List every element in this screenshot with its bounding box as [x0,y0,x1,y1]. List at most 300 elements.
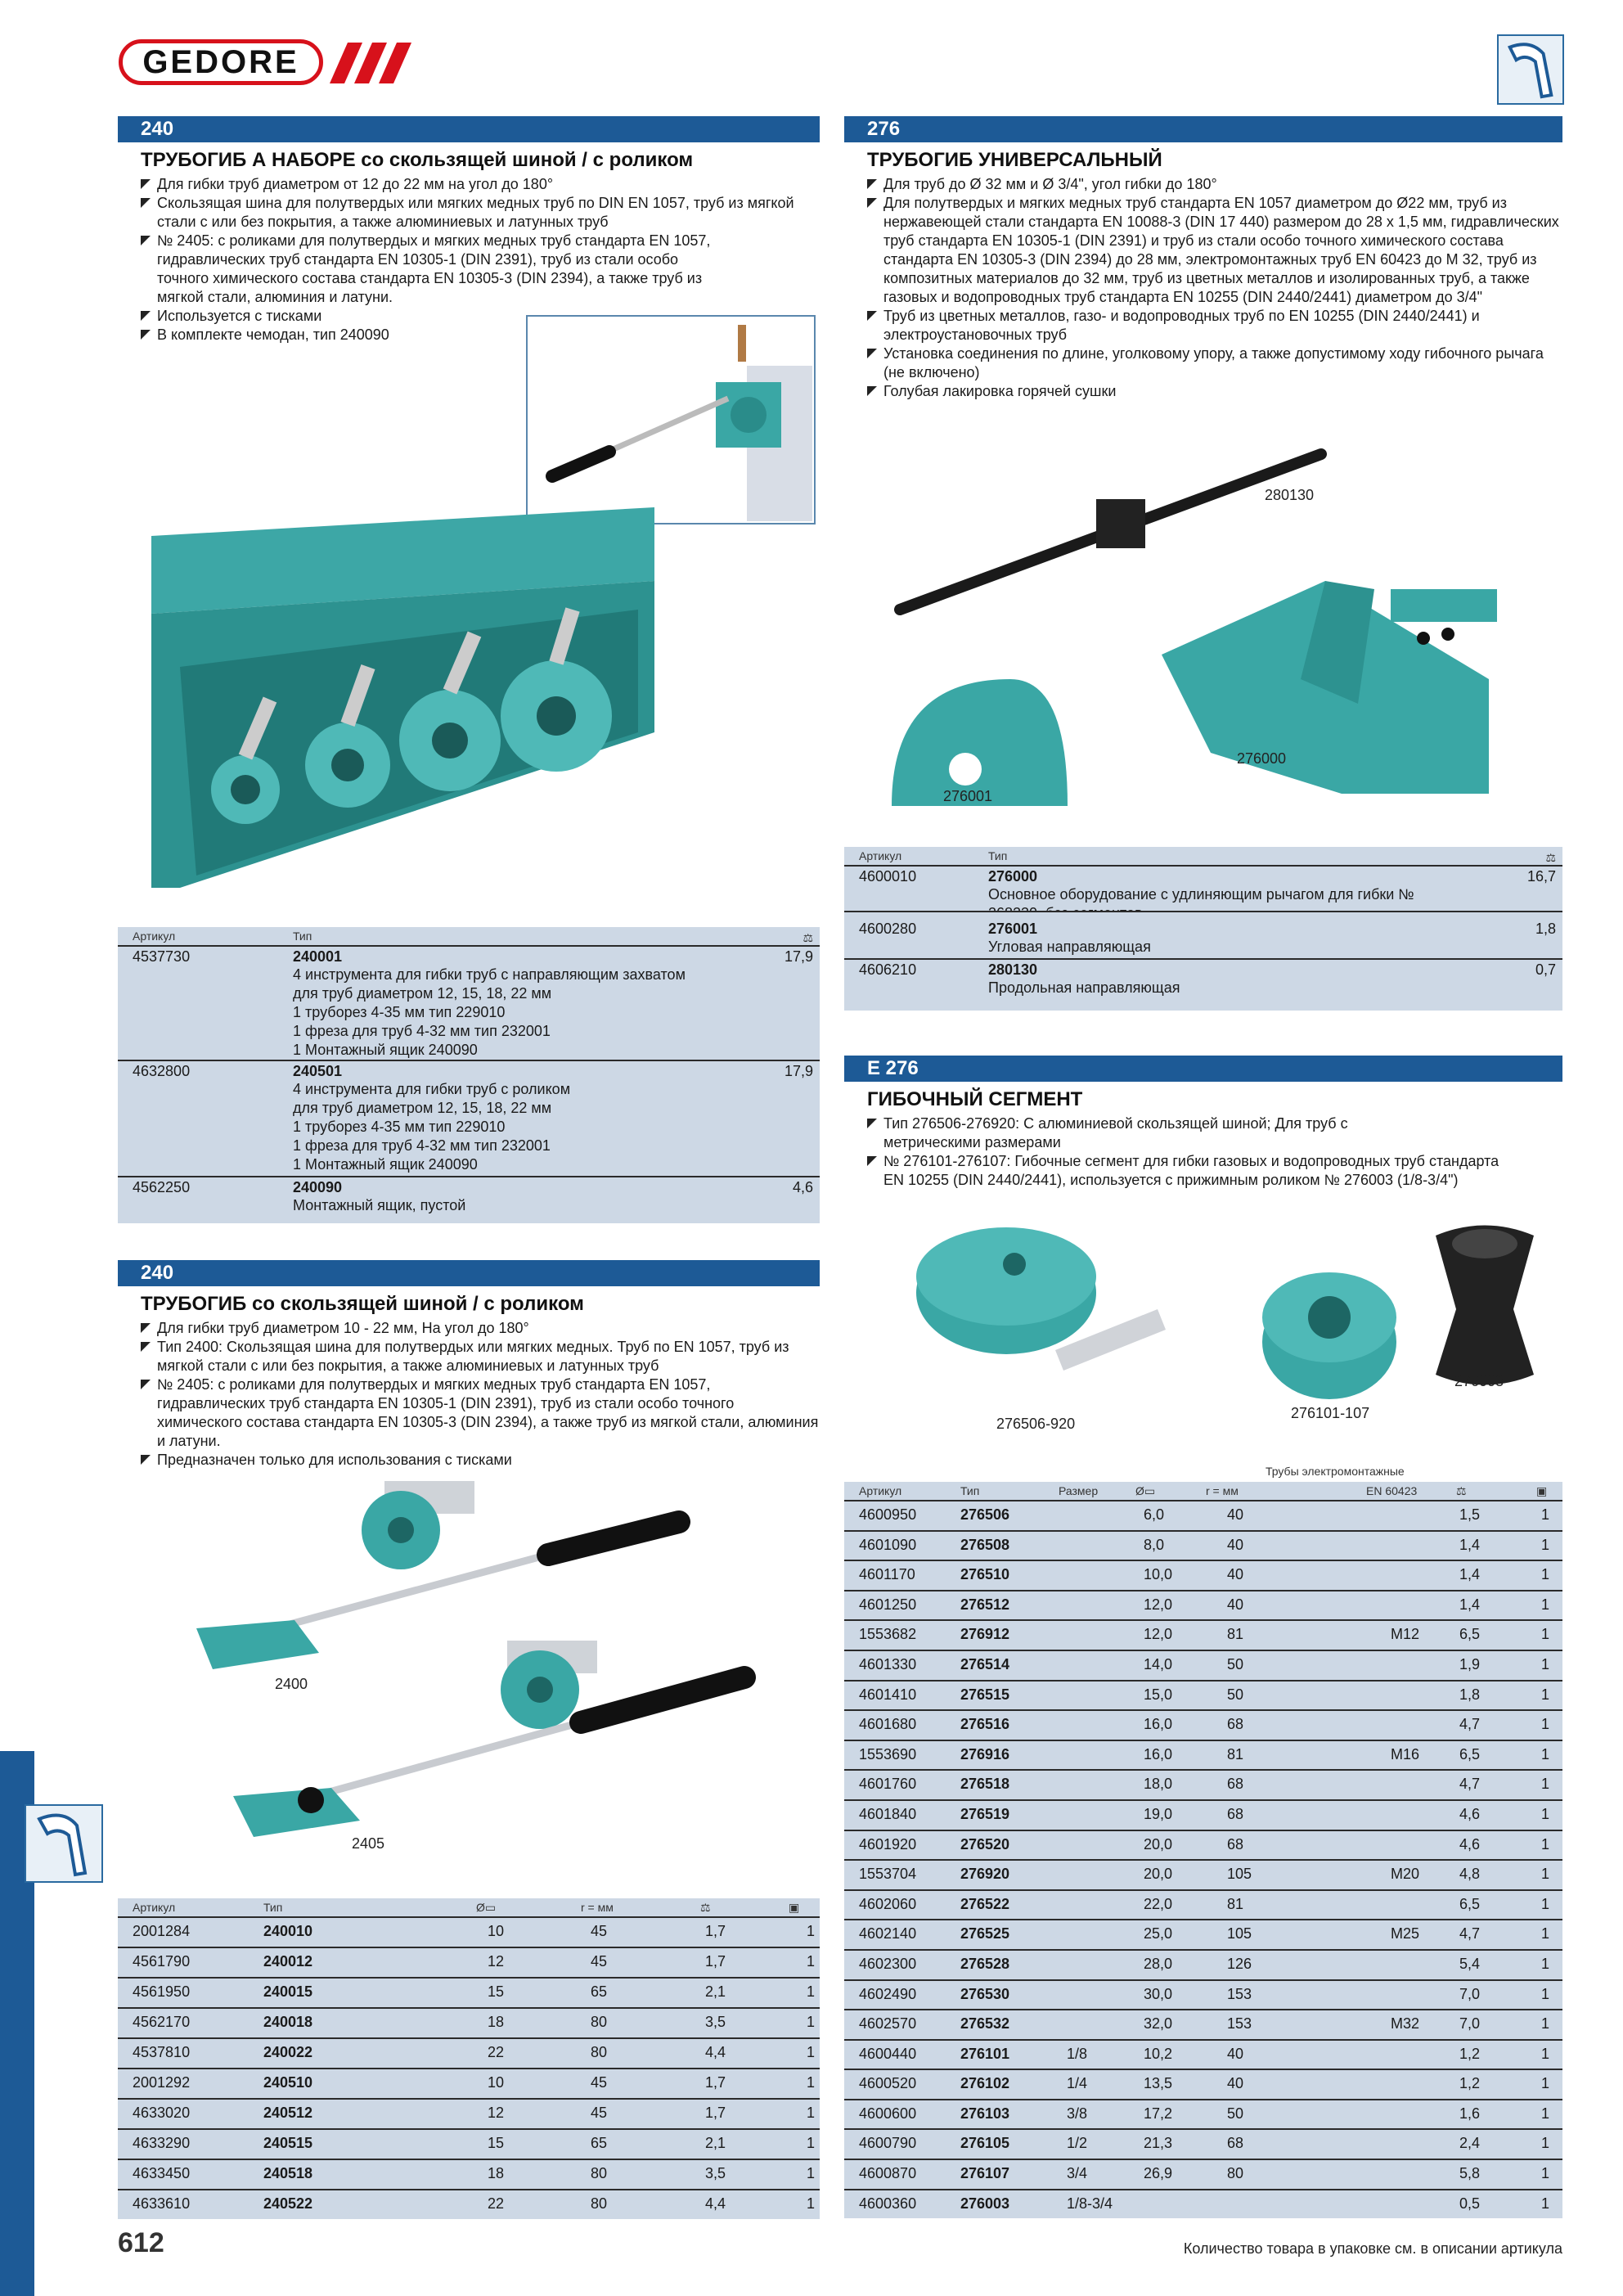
cell-article: 4632800 [133,1063,191,1079]
cell-radius: 50 [1227,2105,1244,2122]
bender-inset-photo [526,315,816,524]
bullet-item: Для труб до Ø 32 мм и Ø 3/4", угол гибки до 180° [867,175,1562,194]
cell-diameter: 25,0 [1144,1925,1173,1943]
section-code: 276 [844,116,1562,142]
cell-weight: 6,5 [1459,1745,1481,1763]
cell-pack: 1 [1541,2135,1550,2152]
cell-size: 1/4 [1067,2075,1088,2092]
table-group-header [844,1465,1562,1483]
bullet-list [118,1319,820,1470]
brand-stripes-icon [330,43,411,83]
cell-weight: 1,4 [1459,1596,1481,1613]
cell-weight: 4,8 [1459,1866,1481,1883]
cell-weight: 17,9 [784,1063,813,1079]
cell-weight: 4,7 [1459,1776,1481,1793]
table-row [844,2099,1562,2129]
cell-pack: 1 [1541,1955,1550,1972]
table-row [118,1916,820,1947]
cell-type: 276532 [960,2015,1010,2033]
cell-desc: 1 фреза для труб 4-32 мм тип 232001 [293,1023,551,1039]
cell-article: 4602140 [859,1925,917,1943]
cell-pack: 1 [807,2074,816,2091]
cell-radius: 45 [591,2074,608,2091]
cell-weight: 4,4 [705,2044,726,2060]
section-240-set [118,116,820,344]
cell-type: 276103 [960,2105,1010,2122]
cell-weight: 1,2 [1459,2075,1481,2092]
cell-type: 276510 [960,1566,1010,1583]
cell-pack: 1 [1541,1805,1550,1822]
cell-weight: 5,4 [1459,1955,1481,1972]
cell-pack: 1 [1541,2045,1550,2062]
cell-type: 240001 [293,948,343,965]
label-280130: 280130 [1265,487,1315,503]
cell-type: 276530 [960,1985,1010,2002]
cell-type: 276003 [960,2195,1010,2212]
cell-radius: 40 [1227,2075,1244,2092]
cell-type: 280130 [988,961,1038,978]
cell-article: 4561950 [133,1983,191,2000]
cell-radius: 126 [1227,1955,1252,1972]
cell-size: 1/8 [1067,2045,1088,2062]
cell-desc: 1 Монтажный ящик 240090 [293,1156,478,1173]
cell-article: 4602060 [859,1895,917,1912]
cell-desc: Продольная направляющая [988,979,1180,996]
cell-type: 240515 [263,2135,313,2151]
universal-bender-photo [867,434,1554,818]
cell-size: 1/2 [1067,2135,1088,2152]
table-row [844,2128,1562,2159]
cell-pack: 1 [1541,1835,1550,1853]
table-header [844,847,1562,865]
table-240-set [118,927,820,1223]
cell-radius: 40 [1227,1566,1244,1583]
cell-article: 4537730 [133,948,191,965]
cell-type: 276920 [960,1866,1010,1883]
table-row [844,1560,1562,1590]
cell-type: 276518 [960,1776,1010,1793]
table-row [118,2128,820,2159]
cell-weight: 1,6 [1459,2105,1481,2122]
cell-type: 240522 [263,2195,313,2212]
cell-radius: 50 [1227,1655,1244,1672]
bullet-item: Для гибки труб диаметром 10 - 22 мм, На угол до 180° [141,1319,820,1338]
cell-article: 4601920 [859,1835,917,1853]
section-title: ТРУБОГИБ А НАБОРЕ со скользящей шиной / с роликом [141,149,694,171]
cell-diameter: 14,0 [1144,1655,1173,1672]
cell-size: 1/8-3/4 [1067,2195,1113,2212]
bullet-item: Тип 276506-276920: С алюминиевой скользящей шиной; Для труб с метрическими размерами [867,1114,1562,1152]
table-row [118,2189,820,2219]
label-276000: 276000 [1237,750,1287,767]
cell-radius: 153 [1227,2015,1252,2033]
cell-type: 276102 [960,2075,1010,2092]
cell-diameter: 18,0 [1144,1776,1173,1793]
section-e276 [844,1056,1562,1190]
cell-desc: 1 труборез 4-35 мм тип 229010 [293,1119,506,1135]
label-276101-107: 276101-107 [1291,1405,1370,1421]
table-row [844,1979,1562,2010]
cell-desc: 1 труборез 4-35 мм тип 229010 [293,1004,506,1020]
header-type: Тип [293,930,312,943]
table-row [844,911,1562,958]
bullet-item: Используется с тисками [141,307,820,326]
weight-icon: ⚖ [1545,851,1556,864]
cell-type: 276107 [960,2165,1010,2182]
table-row [844,1830,1562,1860]
cell-pack: 1 [807,2195,816,2212]
cell-article: 4633450 [133,2165,191,2181]
table-row [844,1590,1562,1620]
cell-type: 276912 [960,1626,1010,1643]
cell-article: 4601330 [859,1655,917,1672]
cell-pack: 1 [807,2135,816,2151]
cell-pack: 1 [807,2105,816,2121]
header-en: EN 60423 [1366,1484,1418,1497]
table-row [844,1500,1562,1530]
table-240-single [118,1898,820,2212]
cell-pack: 1 [807,2014,816,2030]
cell-desc: Монтажный ящик, пустой [293,1197,466,1213]
table-row [844,958,1562,1004]
weight-icon: ⚖ [1456,1484,1467,1497]
cell-weight: 2,1 [705,1983,726,2000]
cell-diameter: 15,0 [1144,1686,1173,1703]
table-row [844,1769,1562,1799]
table-row [118,2098,820,2128]
table-row [118,1060,820,1176]
cell-pack: 1 [1541,1925,1550,1943]
table-row [844,1919,1562,1949]
cell-diameter: 13,5 [1144,2075,1173,2092]
cell-weight: 4,7 [1459,1716,1481,1733]
cell-weight: 6,5 [1459,1626,1481,1643]
cell-pack: 1 [1541,1506,1550,1523]
cell-weight: 1,4 [1459,1566,1481,1583]
cell-pack: 1 [1541,2075,1550,2092]
cell-weight: 0,7 [1535,961,1556,978]
table-276 [844,847,1562,1011]
cell-article: 4601250 [859,1596,917,1613]
cell-article: 4601170 [859,1566,915,1583]
cell-weight: 1,5 [1459,1506,1481,1523]
cell-pack: 1 [1541,2165,1550,2182]
cell-type: 276000 [988,868,1038,885]
cell-article: 4562170 [133,2014,191,2030]
table-row [844,2069,1562,2099]
cell-weight: 4,6 [1459,1805,1481,1822]
label-276001: 276001 [943,788,993,804]
cell-radius: 81 [1227,1626,1244,1643]
cell-weight: 6,5 [1459,1895,1481,1912]
bullet-list [844,1114,1562,1190]
cell-weight: 4,6 [792,1179,813,1195]
cell-type: 240512 [263,2105,313,2121]
cell-en: M32 [1391,2015,1420,2033]
section-code: E 276 [844,1056,1562,1082]
header-article: Артикул [133,1901,176,1914]
header-r: r = мм [581,1901,614,1914]
cell-weight: 4,7 [1459,1925,1481,1943]
label-2400: 2400 [275,1676,308,1692]
cell-radius: 81 [1227,1895,1244,1912]
cell-article: 4601090 [859,1536,917,1553]
cell-radius: 105 [1227,1925,1252,1943]
diameter-icon: Ø▭ [1135,1484,1156,1497]
table-row [118,2037,820,2068]
cell-article: 4600010 [859,868,917,885]
footer-note: Количество товара в упаковке см. в описании артикула [1183,2240,1562,2257]
cell-diameter: 15 [488,2135,505,2151]
cell-type: 240015 [263,1983,313,2000]
cell-pack: 1 [1541,1776,1550,1793]
page-number: 612 [118,2227,164,2258]
bullet-item: В комплекте чемодан, тип 240090 [141,326,820,344]
weight-icon: ⚖ [700,1901,711,1914]
cell-weight: 3,5 [705,2165,726,2181]
cell-desc: для труб диаметром 12, 15, 18, 22 мм [293,1100,552,1116]
cell-pack: 1 [807,1983,816,2000]
cell-weight: 0,5 [1459,2195,1481,2212]
cell-pack: 1 [1541,1626,1550,1643]
cell-type: 276525 [960,1925,1010,1943]
weight-icon: ⚖ [803,931,813,944]
section-code: 240 [118,116,820,142]
cell-weight: 1,2 [1459,2045,1481,2062]
cell-en: M16 [1391,1745,1420,1763]
cell-weight: 4,4 [705,2195,726,2212]
bullet-list [844,175,1562,401]
diameter-icon: Ø▭ [476,1901,497,1914]
cell-radius: 40 [1227,2045,1244,2062]
cell-weight: 2,4 [1459,2135,1481,2152]
cell-desc: 4 инструмента для гибки труб с направляющим захватом [293,966,686,983]
table-header [844,1482,1562,1500]
cell-weight: 1,7 [705,2074,726,2091]
cell-pack: 1 [807,1923,816,1939]
cell-weight: 1,7 [705,1923,726,1939]
cell-weight: 5,8 [1459,2165,1481,2182]
cell-desc: 4 инструмента для гибки труб с роликом [293,1081,571,1097]
cell-type: 240518 [263,2165,313,2181]
cell-pack: 1 [1541,1566,1550,1583]
cell-radius: 68 [1227,1835,1244,1853]
cell-diameter: 8,0 [1144,1536,1165,1553]
table-row [844,1619,1562,1650]
cell-radius: 153 [1227,1985,1252,2002]
cell-article: 4600440 [859,2045,917,2062]
cell-article: 1553704 [859,1866,917,1883]
cell-pack: 1 [1541,1745,1550,1763]
cell-type: 276519 [960,1805,1010,1822]
cell-type: 240012 [263,1953,313,1970]
brand-name: GEDORE [142,43,299,80]
table-row [844,1889,1562,1920]
cell-radius: 80 [591,2044,608,2060]
bullet-item: Труб из цветных металлов, газо- и водопроводных труб по EN 10255 (DIN 2440/2441) и электроустановочных труб [867,307,1562,344]
header-article: Артикул [133,930,176,943]
table-body [118,1916,820,2219]
cell-radius: 68 [1227,1805,1244,1822]
logo-pill [119,39,323,85]
cell-desc: Основное оборудование с удлиняющим рычагом для гибки № [988,886,1414,903]
cell-diameter: 28,0 [1144,1955,1173,1972]
cell-radius: 45 [591,1953,608,1970]
cell-pack: 1 [807,1953,816,1970]
cell-article: 4601680 [859,1716,917,1733]
cell-radius: 40 [1227,1596,1244,1613]
cell-radius: 80 [591,2014,608,2030]
table-row [844,1949,1562,1979]
cell-type: 240501 [293,1063,343,1079]
gedore-logo [119,39,413,87]
cell-type: 276001 [988,921,1038,937]
pipe-wrench-icon [25,1804,103,1883]
cell-article: 4562250 [133,1179,191,1195]
cell-weight: 7,0 [1459,2015,1481,2033]
cell-radius: 105 [1227,1866,1252,1883]
label-2405: 2405 [352,1835,385,1852]
table-row [844,1740,1562,1770]
cell-pack: 1 [1541,2015,1550,2033]
cell-diameter: 30,0 [1144,1985,1173,2002]
cell-article: 1553690 [859,1745,917,1763]
cell-article: 2001292 [133,2074,191,2091]
pipe-wrench-icon [1497,34,1564,105]
side-tab [0,1907,34,2296]
table-row [844,1530,1562,1560]
cell-diameter: 19,0 [1144,1805,1173,1822]
cell-pack: 1 [807,2044,816,2060]
bullet-item: № 276101-276107: Гибочные сегмент для гибки газовых и водопроводных труб стандарта EN 10255 (DIN 2440/2441), используется с прижимным роликом № 276003 (1/8-3/4") [867,1152,1562,1190]
cell-diameter: 22 [488,2044,505,2060]
cell-weight: 2,1 [705,2135,726,2151]
cell-diameter: 20,0 [1144,1835,1173,1853]
cell-type: 240510 [263,2074,313,2091]
cell-article: 4600360 [859,2195,917,2212]
cell-type: 276528 [960,1955,1010,1972]
bullet-item: Установка соединения по длине, уголковому упору, а также допустимому ходу гибочного рычага (не включено) [867,344,1562,382]
bullet-item: Голубая лакировка горячей сушки [867,382,1562,401]
cell-article: 4600950 [859,1506,917,1523]
package-icon: ▣ [1536,1484,1548,1497]
cell-article: 4633020 [133,2105,191,2121]
cell-type: 276512 [960,1596,1010,1613]
cell-type: 240018 [263,2014,313,2030]
cell-article: 2001284 [133,1923,191,1939]
cell-type: 240022 [263,2044,313,2060]
cell-article: 4602570 [859,2015,917,2033]
table-row [844,2039,1562,2069]
bullet-item: № 2405: с роликами для полутвердых и мягких медных труб стандарта EN 1057, гидравлических труб стандарта EN 10305-1 (DIN 2391), труб из стали особо точного химического состава стандарта EN 10305-3 (DIN 2394), а также труб из мягкой стали, алюминия и латуни. [141,232,820,307]
cell-type: 240090 [293,1179,343,1195]
cell-pack: 1 [807,2165,816,2181]
cell-en: M12 [1391,1626,1420,1643]
cell-type: 276516 [960,1716,1010,1733]
table-row [844,1650,1562,1680]
cell-desc: Угловая направляющая [988,939,1151,955]
table-e276 [844,1482,1562,2214]
header-type: Тип [988,849,1008,862]
cell-pack: 1 [1541,1596,1550,1613]
section-title: ТРУБОГИБ УНИВЕРСАЛЬНЫЙ [867,149,1162,171]
cell-diameter: 17,2 [1144,2105,1173,2122]
cell-en: M20 [1391,1866,1420,1883]
cell-diameter: 22,0 [1144,1895,1173,1912]
cell-radius: 40 [1227,1506,1244,1523]
cell-weight: 1,8 [1459,1686,1481,1703]
cell-radius: 68 [1227,1776,1244,1793]
cell-weight: 4,6 [1459,1835,1481,1853]
cell-pack: 1 [1541,1655,1550,1672]
table-row [844,2159,1562,2189]
cell-radius: 68 [1227,2135,1244,2152]
cell-article: 4601760 [859,1776,917,1793]
header-article: Артикул [859,849,902,862]
table-row [844,1680,1562,1710]
cell-size: 3/4 [1067,2165,1088,2182]
table-row [118,945,820,1060]
cell-radius: 40 [1227,1536,1244,1553]
table-row [118,1176,820,1220]
cell-diameter: 20,0 [1144,1866,1173,1883]
cell-diameter: 22 [488,2195,505,2212]
header-type: Тип [960,1484,980,1497]
section-title: ГИБОЧНЫЙ СЕГМЕНТ [867,1088,1083,1110]
header-article: Артикул [859,1484,902,1497]
cell-size: 3/8 [1067,2105,1088,2122]
cell-type: 276508 [960,1536,1010,1553]
cell-weight: 1,4 [1459,1536,1481,1553]
header-group: Трубы электромонтажные [1266,1465,1405,1478]
cell-article: 4633290 [133,2135,191,2151]
cell-article: 4561790 [133,1953,191,1970]
cell-desc: 1 Монтажный ящик 240090 [293,1042,478,1058]
cell-diameter: 12,0 [1144,1626,1173,1643]
section-240-single [118,1260,820,1470]
cell-article: 4606210 [859,961,917,978]
cell-pack: 1 [1541,1716,1550,1733]
cell-type: 276105 [960,2135,1010,2152]
section-title: ТРУБОГИБ со скользящей шиной / с роликом [141,1293,584,1315]
cell-diameter: 15 [488,1983,505,2000]
cell-radius: 50 [1227,1686,1244,1703]
table-row [118,2068,820,2098]
cell-diameter: 12,0 [1144,1596,1173,1613]
package-icon: ▣ [789,1901,800,1914]
cell-type: 240010 [263,1923,313,1939]
cell-diameter: 10 [488,1923,505,1939]
cell-diameter: 10,0 [1144,1566,1173,1583]
header-type: Тип [263,1901,283,1914]
cell-weight: 1,9 [1459,1655,1481,1672]
cell-pack: 1 [1541,2195,1550,2212]
cell-article: 4600280 [859,921,917,937]
table-row [118,2007,820,2037]
cell-diameter: 16,0 [1144,1716,1173,1733]
bullet-item: № 2405: с роликами для полутвердых и мягких медных труб стандарта EN 1057, гидравлических труб стандарта EN 10305-1 (DIN 2391), труб из стали особо точного химического состава стандарта EN 10305-3 (DIN 2394), а также труб из мягкой стали, алюминия и латуни. [141,1375,820,1451]
table-row [844,2009,1562,2039]
cell-radius: 45 [591,1923,608,1939]
benders-photo [188,1473,777,1866]
toolbox-photo [147,503,671,896]
cell-article: 4602300 [859,1955,917,1972]
cell-type: 276514 [960,1655,1010,1672]
cell-article: 4537810 [133,2044,191,2060]
table-row [844,1859,1562,1889]
cell-diameter: 6,0 [1144,1506,1165,1523]
cell-diameter: 12 [488,1953,505,1970]
